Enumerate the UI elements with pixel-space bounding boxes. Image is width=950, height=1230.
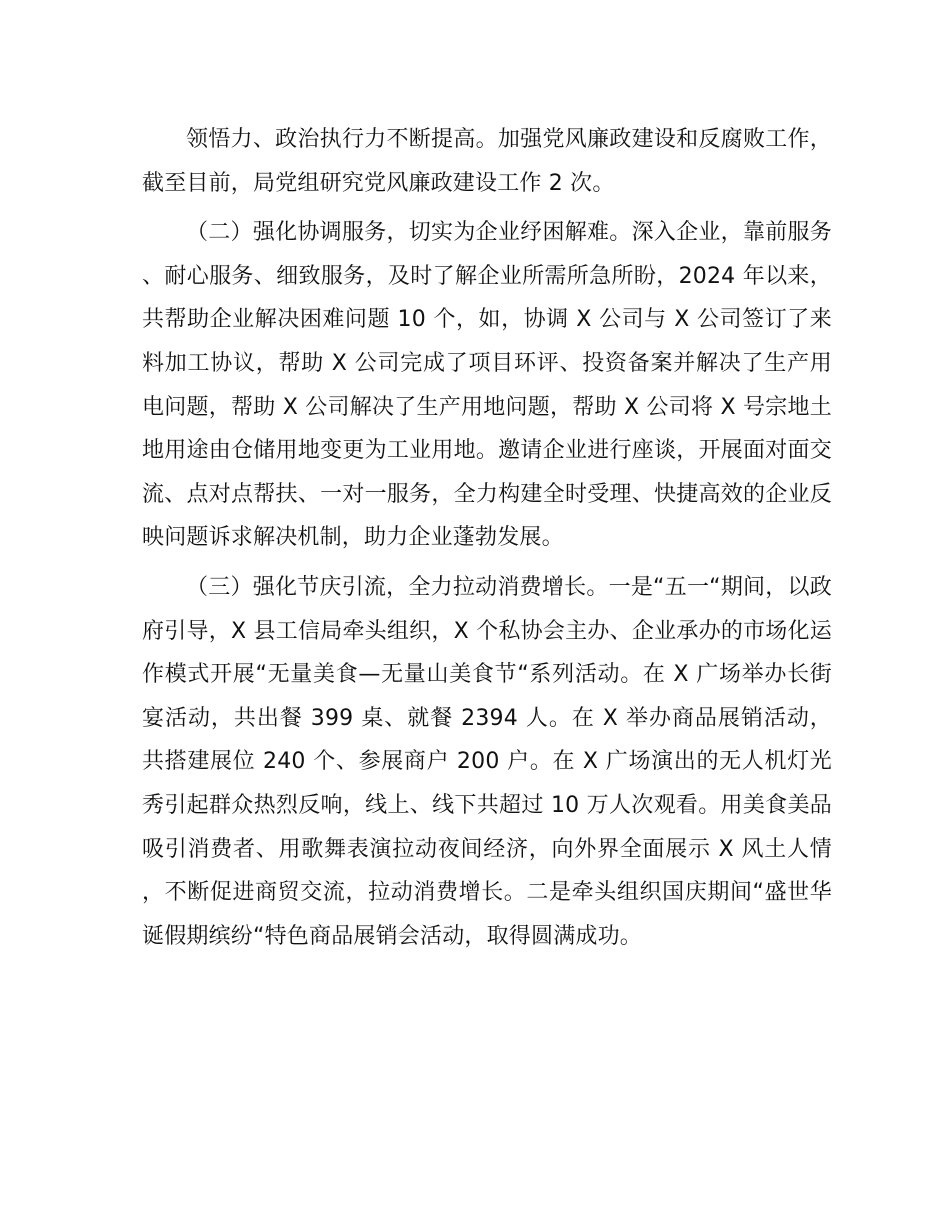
- paragraph-continued: 领悟力、政治执行力不断提高。加强党风廉政建设和反腐败工作，截至目前，局党组研究党风廉政建设工作 2 次。: [142, 127, 832, 196]
- paragraph-festival-consumption: （三）强化节庆引流，全力拉动消费增长。一是“五一“期间，以政府引导，X 县工信局牵头组织，X 个私协会主办、企业承办的市场化运作模式开展“无量美食—无量山美食节“系列活动。在 X 广场举办长街宴活动，共出餐 399 桌、就餐 2394 人。在 X 举办商品展销活动，共搭建展位 240 个、参展商户 200 户。在 X 广场演出的无人机灯光秀引起群众热烈反响，线上、线下共超过 10 万人次观看。用美食美品吸引消费者、用歌舞表演拉动夜间经济，向外界全面展示 X 风土人情，不断促进商贸交流，拉动消费增长。二是牵头组织国庆期间“盛世华诞假期缤纷“特色商品展销会活动，取得圆满成功。: [142, 574, 832, 949]
- paragraph-coordination-service: （二）强化协调服务，切实为企业纾困解难。深入企业，靠前服务、耐心服务、细致服务，及时了解企业所需所急所盼，2024 年以来，共帮助企业解决困难问题 10 个，如，协调 X 公司与 X 公司签订了来料加工协议，帮助 X 公司完成了项目环评、投资备案并解决了生产用电问题，帮助 X 公司解决了生产用地问题，帮助 X 公司将 X 号宗地土地用途由仓储用地变更为工业用地。邀请企业进行座谈，开展面对面交流、点对点帮扶、一对一服务，全力构建全时受理、快捷高效的企业反映问题诉求解决机制，助力企业蓬勃发展。: [142, 220, 832, 551]
- document-body: [142, 118, 832, 958]
